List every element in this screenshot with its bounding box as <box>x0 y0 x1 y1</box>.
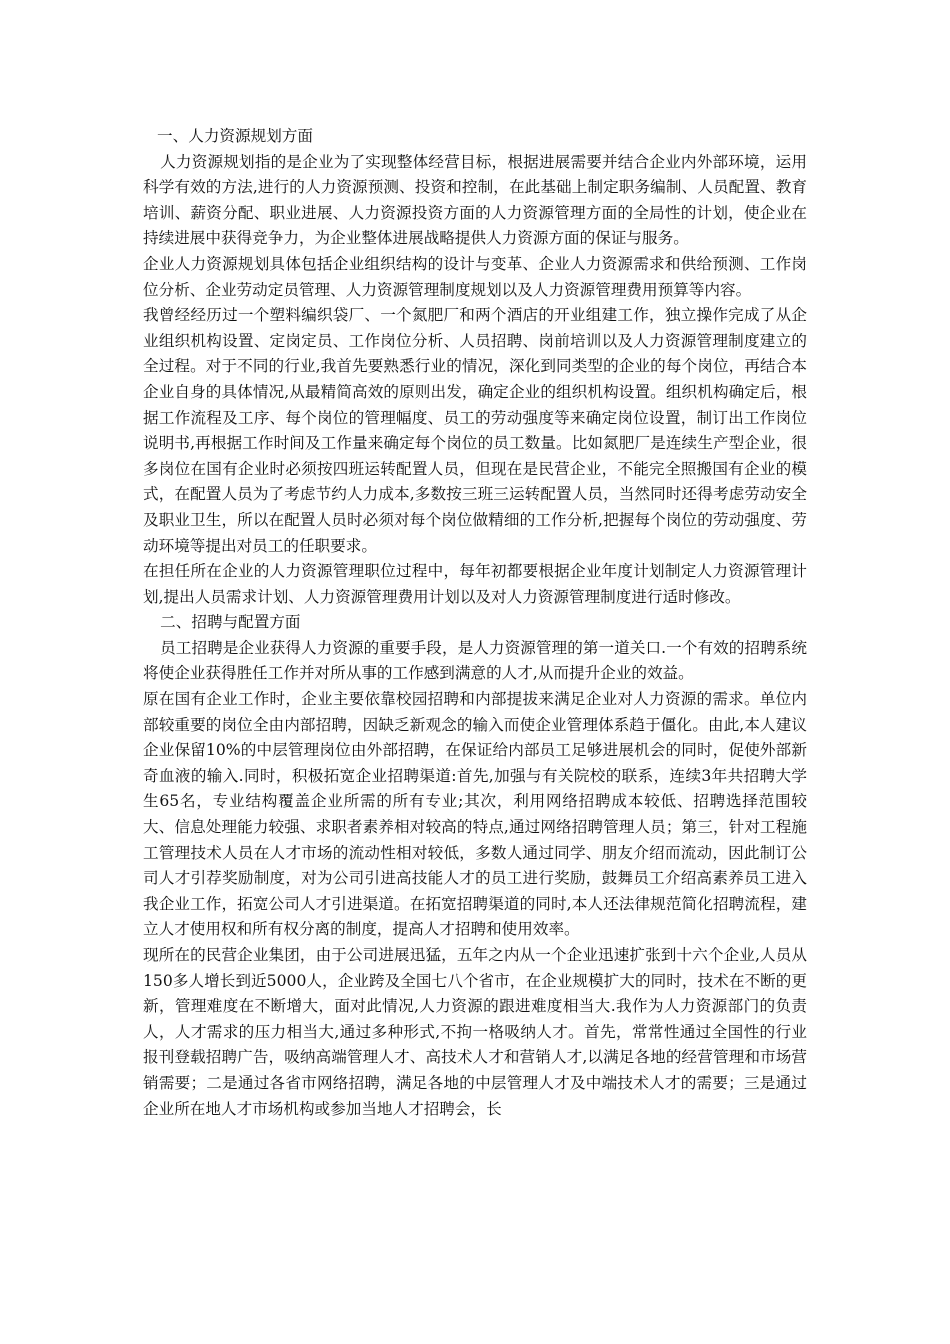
paragraph: 企业人力资源规划具体包括企业组织结构的设计与变革、企业人力资源需求和供给预测、工作岗位分析、企业劳动定员管理、人力资源管理制度规划以及人力资源管理费用预算等内容。 <box>143 254 807 299</box>
document-page <box>143 124 807 1122</box>
paragraph: 原在国有企业工作时，企业主要依靠校园招聘和内部提拔来满足企业对人力资源的需求。单位内部较重要的岗位全由内部招聘，因缺乏新观念的输入而使企业管理体系趋于僵化。由此,本人建议企业保留10%的中层管理岗位由外部招聘，在保证给内部员工足够进展机会的同时，促使外部新奇血液的输入.同时，积极拓宽企业招聘渠道:首先,加强与有关院校的联系，连续3年共招聘大学生65名，专业结构覆盖企业所需的所有专业;其次，利用网络招聘成本较低、招聘选择范围较大、信息处理能力较强、求职者素养相对较高的特点,通过网络招聘管理人员；第三，针对工程施工管理技术人员在人才市场的流动性相对较低，多数人通过同学、朋友介绍而流动，因此制订公司人才引荐奖励制度，对为公司引进高技能人才的员工进行奖励，鼓舞员工介绍高素养员工进入我企业工作，拓宽公司人才引进渠道。在拓宽招聘渠道的同时,本人还法律规范简化招聘流程，建立人才使用权和所有权分离的制度，提高人才招聘和使用效率。 <box>143 690 807 939</box>
paragraph: 我曾经经历过一个塑料编织袋厂、一个氮肥厂和两个酒店的开业组建工作，独立操作完成了从企业组织机构设置、定岗定员、工作岗位分析、人员招聘、岗前培训以及人力资源管理制度建立的全过程。对于不同的行业,我首先要熟悉行业的情况，深化到同类型的企业的每个岗位，再结合本企业自身的具体情况,从最精简高效的原则出发，确定企业的组织机构设置。组织机构确定后，根据工作流程及工序、每个岗位的管理幅度、员工的劳动强度等来确定岗位设置，制订出工作岗位说明书,再根据工作时间及工作量来确定每个岗位的员工数量。比如氮肥厂是连续生产型企业，很多岗位在国有企业时必须按四班运转配置人员，但现在是民营企业，不能完全照搬国有企业的模式，在配置人员为了考虑节约人力成本,多数按三班三运转配置人员，当然同时还得考虑劳动安全及职业卫生，所以在配置人员时必须对每个岗位做精细的工作分析,把握每个岗位的劳动强度、劳动环境等提出对员工的任职要求。 <box>143 306 807 555</box>
paragraph: 现所在的民营企业集团，由于公司进展迅猛，五年之内从一个企业迅速扩张到十六个企业,人员从150多人增长到近5000人，企业跨及全国七八个省市，在企业规模扩大的同时，技术在不断的更新，管理难度在不断增大，面对此情况,人力资源的跟进难度相当大.我作为人力资源部门的负责人，人才需求的压力相当大,通过多种形式,不拘一格吸纳人才。首先，常常性通过全国性的行业报刊登载招聘广告，吸纳高端管理人才、高技术人才和营销人才,以满足各地的经营管理和市场营销需要；二是通过各省市网络招聘，满足各地的中层管理人才及中端技术人才的需要；三是通过企业所在地人才市场机构或参加当地人才招聘会，长 <box>143 946 807 1118</box>
paragraph: 人力资源规划指的是企业为了实现整体经营目标，根据进展需要并结合企业内外部环境，运用科学有效的方法,进行的人力资源预测、投资和控制，在此基础上制定职务编制、人员配置、教育培训、薪资分配、职业进展、人力资源投资方面的人力资源管理方面的全局性的计划，使企业在持续进展中获得竞争力，为企业整体进展战略提供人力资源方面的保证与服务。 <box>143 152 807 248</box>
paragraph: 员工招聘是企业获得人力资源的重要手段，是人力资源管理的第一道关口.一个有效的招聘系统将使企业获得胜任工作并对所从事的工作感到满意的人才,从而提升企业的效益。 <box>143 638 807 683</box>
section-heading-1: 一、人力资源规划方面 <box>157 127 313 145</box>
paragraph: 在担任所在企业的人力资源管理职位过程中，每年初都要根据企业年度计划制定人力资源管理计划,提出人员需求计划、人力资源管理费用计划以及对人力资源管理制度进行适时修改。 <box>143 562 807 606</box>
section-heading-2: 二、招聘与配置方面 <box>160 613 301 632</box>
